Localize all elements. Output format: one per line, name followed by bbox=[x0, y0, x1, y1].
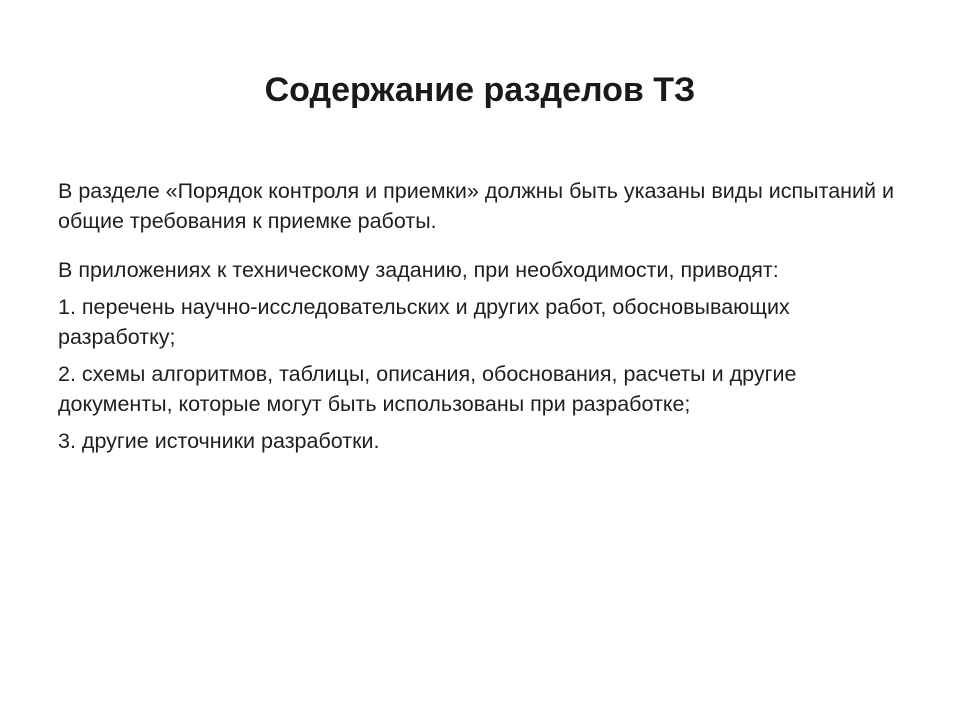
slide-body bbox=[58, 176, 908, 456]
paragraph-control-acceptance: В разделе «Порядок контроля и приемки» должны быть указаны виды испытаний и общие требования к приемке работы. bbox=[58, 179, 895, 233]
list-item-3: 3. другие источники разработки. bbox=[58, 429, 380, 453]
list-item-2: 2. схемы алгоритмов, таблицы, описания, обоснования, расчеты и другие документы, которые могут быть использованы при разработке; bbox=[58, 362, 797, 416]
paragraph-appendices-intro: В приложениях к техническому заданию, при необходимости, приводят: bbox=[58, 258, 779, 282]
slide-title: Содержание разделов ТЗ bbox=[264, 71, 696, 109]
list-item-1: 1. перечень научно-исследовательских и других работ, обосновывающих разработку; bbox=[58, 295, 790, 349]
